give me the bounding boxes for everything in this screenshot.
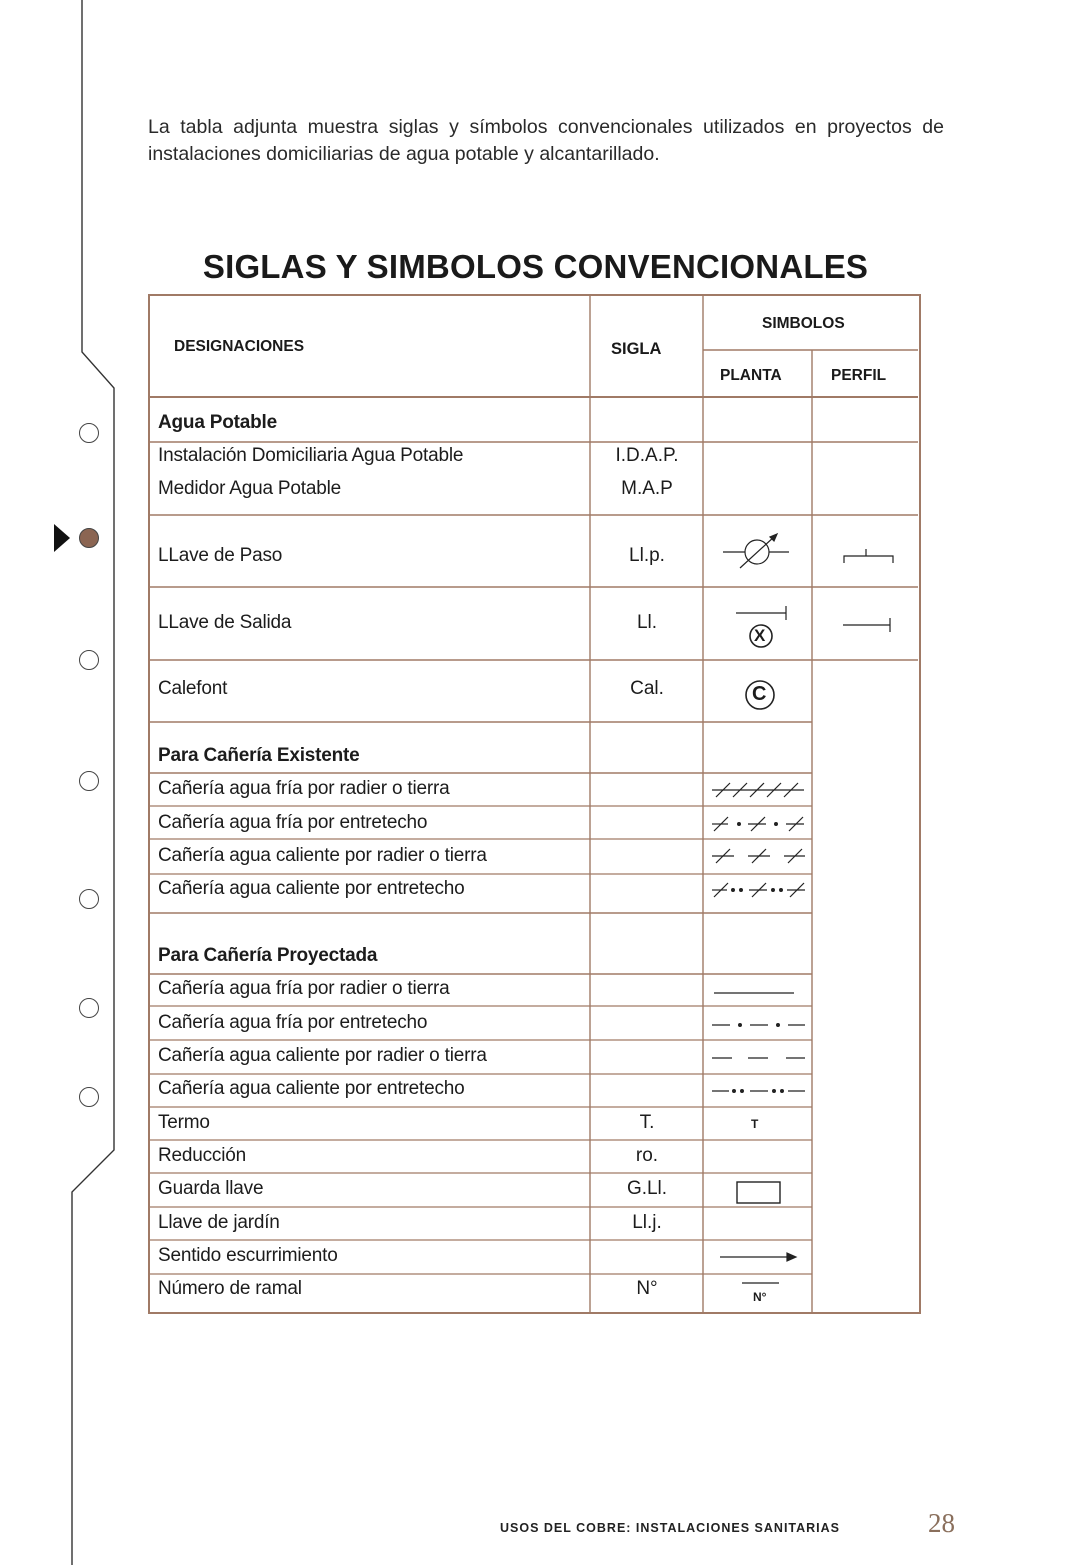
row-label-pr1: Cañería agua fría por radier o tierra bbox=[158, 978, 450, 999]
row-label-ex2: Cañería agua fría por entretecho bbox=[158, 812, 428, 833]
proyectada-caliente-entretecho-icon bbox=[712, 1090, 805, 1093]
row-label-termo: Termo bbox=[158, 1112, 210, 1133]
intro-paragraph: La tabla adjunta muestra siglas y símbolos convencionales utilizados en proyectos de instalaciones domiciliarias de agua potable y alcantarillado. bbox=[148, 116, 944, 165]
sigla-idap: I.D.A.P. bbox=[615, 445, 679, 466]
existente-fria-entretecho-icon bbox=[712, 817, 804, 831]
sigla-guarda: G.Ll. bbox=[626, 1178, 668, 1199]
sigla-map: M.A.P bbox=[621, 478, 673, 499]
header-simbolos: SIMBOLOS bbox=[762, 315, 845, 332]
llave-paso-perfil-icon bbox=[844, 549, 893, 563]
header-designaciones: DESIGNACIONES bbox=[174, 338, 305, 355]
row-label-guarda: Guarda llave bbox=[158, 1178, 264, 1199]
row-label-jardin: Llave de jardín bbox=[158, 1212, 280, 1233]
binder-hole bbox=[79, 650, 99, 670]
header-perfil: PERFIL bbox=[831, 367, 887, 384]
existente-caliente-entretecho-icon bbox=[712, 883, 805, 897]
row-label-ex3: Cañería agua caliente por radier o tierra bbox=[158, 845, 487, 866]
sigla-reduccion: ro. bbox=[635, 1145, 659, 1166]
row-label-ex1: Cañería agua fría por radier o tierra bbox=[158, 778, 450, 799]
section-existente: Para Cañería Existente bbox=[158, 745, 360, 766]
page-number: 28 bbox=[928, 1508, 955, 1538]
sigla-ramal: N° bbox=[636, 1278, 658, 1299]
binder-hole-active bbox=[79, 528, 99, 548]
row-label-idap: Instalación Domiciliaria Agua Potable bbox=[158, 445, 464, 466]
active-marker-icon bbox=[54, 524, 70, 552]
header-sigla: SIGLA bbox=[611, 340, 662, 358]
sigla-termo: T. bbox=[639, 1112, 655, 1133]
row-label-llave-salida: LLave de Salida bbox=[158, 612, 292, 633]
row-label-pr3: Cañería agua caliente por radier o tierra bbox=[158, 1045, 487, 1066]
binder-hole bbox=[79, 1087, 99, 1107]
row-label-llave-paso: LLave de Paso bbox=[158, 545, 283, 566]
footer-title: USOS DEL COBRE: INSTALACIONES SANITARIAS bbox=[500, 1521, 841, 1535]
sigla-calefont: Cal. bbox=[630, 678, 664, 699]
termo-t-label: T bbox=[751, 1117, 759, 1131]
calefont-c-label: C bbox=[752, 683, 767, 705]
llave-salida-perfil-icon bbox=[843, 618, 890, 632]
binder-hole bbox=[79, 423, 99, 443]
guarda-llave-icon bbox=[737, 1182, 780, 1203]
row-label-ramal: Número de ramal bbox=[158, 1278, 302, 1299]
section-proyectada: Para Cañería Proyectada bbox=[158, 945, 378, 966]
existente-caliente-radier-icon bbox=[712, 849, 805, 863]
binder-hole bbox=[79, 771, 99, 791]
row-label-pr2: Cañería agua fría por entretecho bbox=[158, 1012, 428, 1033]
sigla-llave-salida: Ll. bbox=[636, 612, 658, 633]
binder-hole bbox=[79, 889, 99, 909]
llave-paso-planta-icon bbox=[723, 534, 789, 568]
row-label-calefont: Calefont bbox=[158, 678, 228, 699]
row-label-reduccion: Reducción bbox=[158, 1145, 246, 1166]
sigla-llave-paso: Ll.p. bbox=[629, 545, 665, 566]
sentido-arrow-icon bbox=[720, 1253, 796, 1261]
table-title: SIGLAS Y SIMBOLOS CONVENCIONALES bbox=[202, 248, 869, 285]
ramal-n-label: N° bbox=[753, 1290, 767, 1304]
row-label-sentido: Sentido escurrimiento bbox=[158, 1245, 338, 1266]
binder-hole bbox=[79, 998, 99, 1018]
header-planta: PLANTA bbox=[720, 367, 782, 384]
row-label-pr4: Cañería agua caliente por entretecho bbox=[158, 1078, 465, 1099]
llave-salida-x-label: X bbox=[754, 626, 766, 645]
proyectada-fria-entretecho-icon bbox=[712, 1024, 805, 1027]
sigla-jardin: Ll.j. bbox=[632, 1212, 662, 1233]
row-label-ex4: Cañería agua caliente por entretecho bbox=[158, 878, 465, 899]
section-agua-potable: Agua Potable bbox=[158, 412, 278, 433]
row-label-map: Medidor Agua Potable bbox=[158, 478, 341, 499]
existente-fria-radier-icon bbox=[712, 783, 804, 797]
